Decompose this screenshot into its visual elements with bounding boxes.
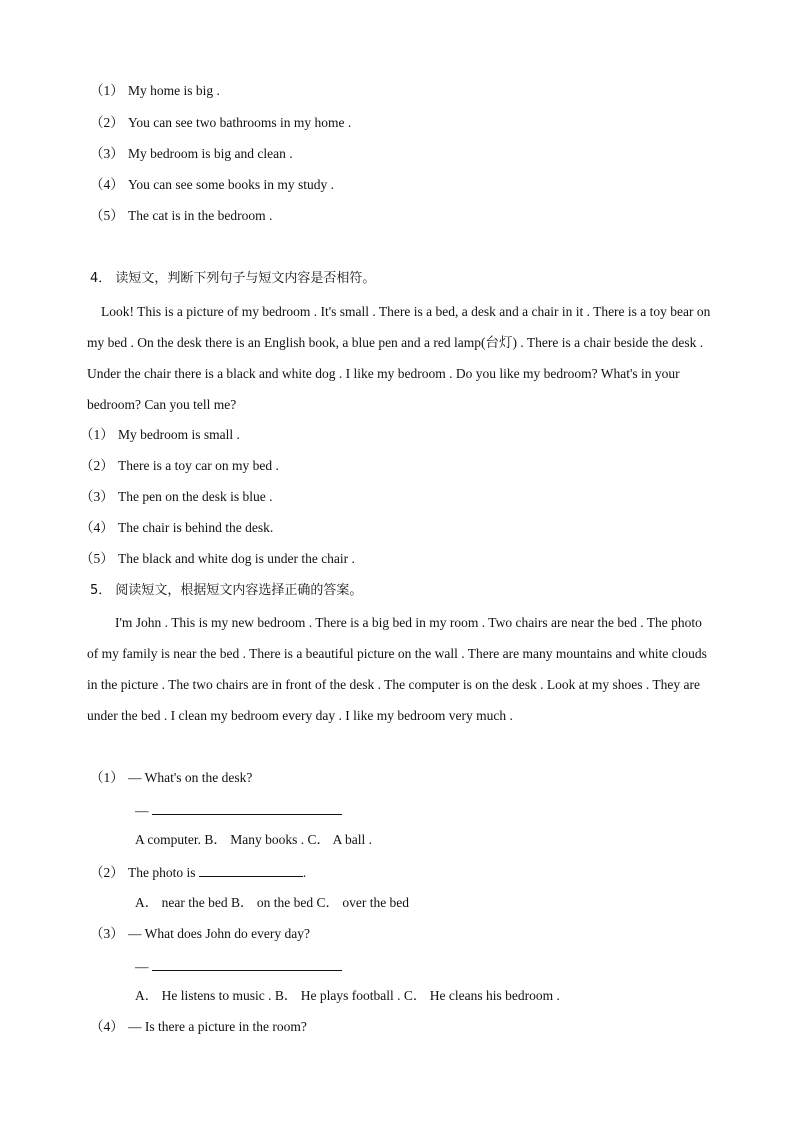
- question-4-passage: Look! This is a picture of my bedroom . It's small . There is a bed, a desk and a chair in it . There is a toy bear on my bed . On the desk there is an English book, a blue pen and a red lamp(台灯) . There is a chair beside the desk . Under the chair there is a black and white dog . I like my bedroom . Do you like my bedroom? What's in your bedroom? Can you tell me?: [87, 304, 711, 412]
- answer-blank[interactable]: [152, 800, 342, 815]
- answer-blank[interactable]: [152, 956, 342, 971]
- question-5-1: （1） — What's on the desk?: [90, 770, 253, 785]
- list-item: （5） The black and white dog is under the chair .: [80, 551, 355, 566]
- question-5-3-options: A． He listens to music . B． He plays football . C． He cleans his bedroom .: [135, 988, 560, 1003]
- answer-line: —: [135, 956, 342, 976]
- list-item: （1） My bedroom is small .: [80, 427, 240, 442]
- list-item: （3） My bedroom is big and clean .: [90, 146, 293, 161]
- question-5-1-options: A computer. B． Many books . C． A ball .: [135, 832, 373, 847]
- question-5-2: （2） The photo is .: [90, 862, 306, 882]
- list-item: （1） My home is big .: [90, 83, 220, 98]
- answer-line: —: [135, 800, 342, 820]
- answer-blank[interactable]: [199, 862, 303, 877]
- list-item: （2） There is a toy car on my bed .: [80, 458, 279, 473]
- list-item: （4） You can see some books in my study .: [90, 177, 335, 192]
- list-item: （2） You can see two bathrooms in my home .: [90, 115, 352, 130]
- question-4-title: 4． 读短文，判断下列句子与短文内容是否相符。: [90, 271, 376, 286]
- question-5-passage: I'm John . This is my new bedroom . There is a big bed in my room . Two chairs are near the bed . The photo of my family is near the bed . There is a beautiful picture on the wall . There are many mountains and white clouds in the picture . The two chairs are in front of the desk . The computer is on the desk . Look at my shoes . They are under the bed . I clean my bedroom every day . I like my bedroom very much .: [87, 615, 707, 723]
- list-item: （3） The pen on the desk is blue .: [80, 489, 273, 504]
- question-5-4: （4） — Is there a picture in the room?: [90, 1019, 307, 1034]
- question-5-2-options: A． near the bed B． on the bed C． over the bed: [135, 895, 410, 910]
- question-5-3: （3） — What does John do every day?: [90, 926, 310, 941]
- list-item: （4） The chair is behind the desk.: [80, 520, 274, 535]
- list-item: （5） The cat is in the bedroom .: [90, 208, 273, 223]
- question-5-title: 5． 阅读短文，根据短文内容选择正确的答案。: [90, 583, 363, 598]
